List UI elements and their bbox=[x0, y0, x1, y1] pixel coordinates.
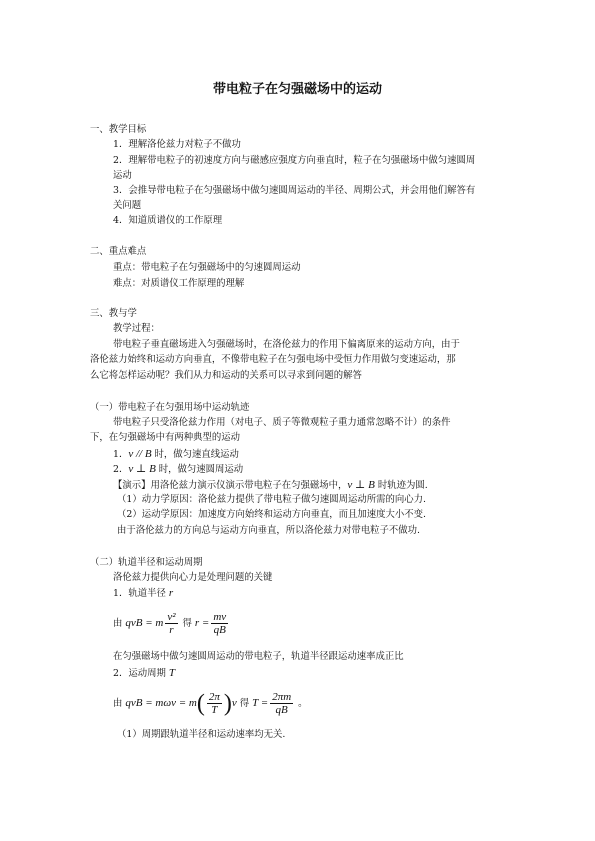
section-heading-goals: 一、教学目标 bbox=[90, 124, 147, 135]
reason-dynamics: （1）动力学原因：洛伦兹力提供了带电粒子做匀速圆周运动所需的向心力. bbox=[117, 494, 426, 505]
goal-item-cont: 运动 bbox=[113, 170, 132, 181]
case-item: 2．v ⊥ B 时，做匀速圆周运动 bbox=[113, 463, 244, 475]
goal-item: 2．理解带电粒子的初速度方向与磁感应强度方向垂直时，粒子在匀强磁场中做匀速圆周 bbox=[113, 155, 476, 166]
period-formula: 由 qvB = mωv = m( $\frac{2\pi}{T}$ )v 得 T = $\frac{2\pi m}{qB}$ 。 bbox=[113, 690, 308, 717]
paragraph-line: 么它将怎样运动呢？我们从力和运动的关系可以寻求到问题的解答 bbox=[90, 370, 362, 381]
conclusion-line: 由于洛伦兹力的方向总与运动方向垂直，所以洛伦兹力对带电粒子不做功. bbox=[117, 525, 420, 536]
part-heading-radius-period: （二）轨道半径和运动周期 bbox=[90, 557, 203, 568]
section-heading-teaching: 三、教与学 bbox=[90, 308, 137, 319]
goal-item: 1．理解洛伦兹力对粒子不做功 bbox=[113, 139, 241, 150]
paragraph-line: 洛伦兹力提供向心力是处理问题的关键 bbox=[113, 572, 273, 583]
radius-note: 在匀强磁场中做匀速圆周运动的带电粒子，轨道半径跟运动速率成正比 bbox=[113, 651, 404, 662]
formula-perpendicular: v ⊥ B bbox=[128, 463, 156, 475]
key-point: 重点：带电粒子在匀强磁场中的匀速圆周运动 bbox=[113, 262, 301, 273]
formula-parallel: v // B bbox=[128, 448, 152, 460]
paragraph-line: 带电粒子只受洛伦兹力作用（对电子、质子等微观粒子重力通常忽略不计）的条件 bbox=[113, 417, 451, 428]
goal-item: 3．会推导带电粒子在匀强磁场中做匀速圆周运动的半径、周期公式，并会用他们解答有 bbox=[113, 185, 476, 196]
paragraph-line: 带电粒子垂直磁场进入匀强磁场时，在洛伦兹力的作用下偏离原来的运动方向，由于 bbox=[113, 339, 460, 350]
paragraph-line: 洛伦兹力始终和运动方向垂直，不像带电粒子在匀强电场中受恒力作用做匀变速运动，那 bbox=[90, 354, 456, 365]
radius-formula: 由 qvB = m $\frac{\text{v²}}{r}$ 得 r = $\frac{mv}{qB}$ bbox=[113, 610, 227, 636]
difficult-point: 难点：对质谱仪工作原理的理解 bbox=[113, 278, 245, 289]
period-title: 2．运动周期 T bbox=[113, 667, 175, 679]
paragraph-line: 下，在匀强磁场中有两种典型的运动 bbox=[90, 432, 241, 443]
period-note: （1）周期跟轨道半径和运动速率均无关. bbox=[117, 729, 286, 740]
process-label: 教学过程： bbox=[113, 323, 160, 334]
part-heading-trajectory: （一）带电粒子在匀强用场中运动轨迹 bbox=[90, 402, 250, 413]
formula-perpendicular: v ⊥ B bbox=[347, 479, 375, 491]
radius-title: 1．轨道半径 r bbox=[113, 587, 174, 599]
demo-line: 【演示】用洛伦兹力演示仪演示带电粒子在匀强磁场中，v ⊥ B 时轨迹为圆. bbox=[113, 479, 428, 491]
case-item: 1．v // B 时，做匀速直线运动 bbox=[113, 448, 239, 460]
goal-item: 4．知道质谱仪的工作原理 bbox=[113, 215, 223, 226]
section-heading-key-points: 二、重点难点 bbox=[90, 246, 147, 257]
reason-kinematics: （2）运动学原因：加速度方向始终和运动方向垂直，而且加速度大小不变. bbox=[117, 509, 426, 520]
page-title: 带电粒子在匀强磁场中的运动 bbox=[212, 82, 382, 97]
goal-item-cont: 关问题 bbox=[113, 200, 142, 211]
